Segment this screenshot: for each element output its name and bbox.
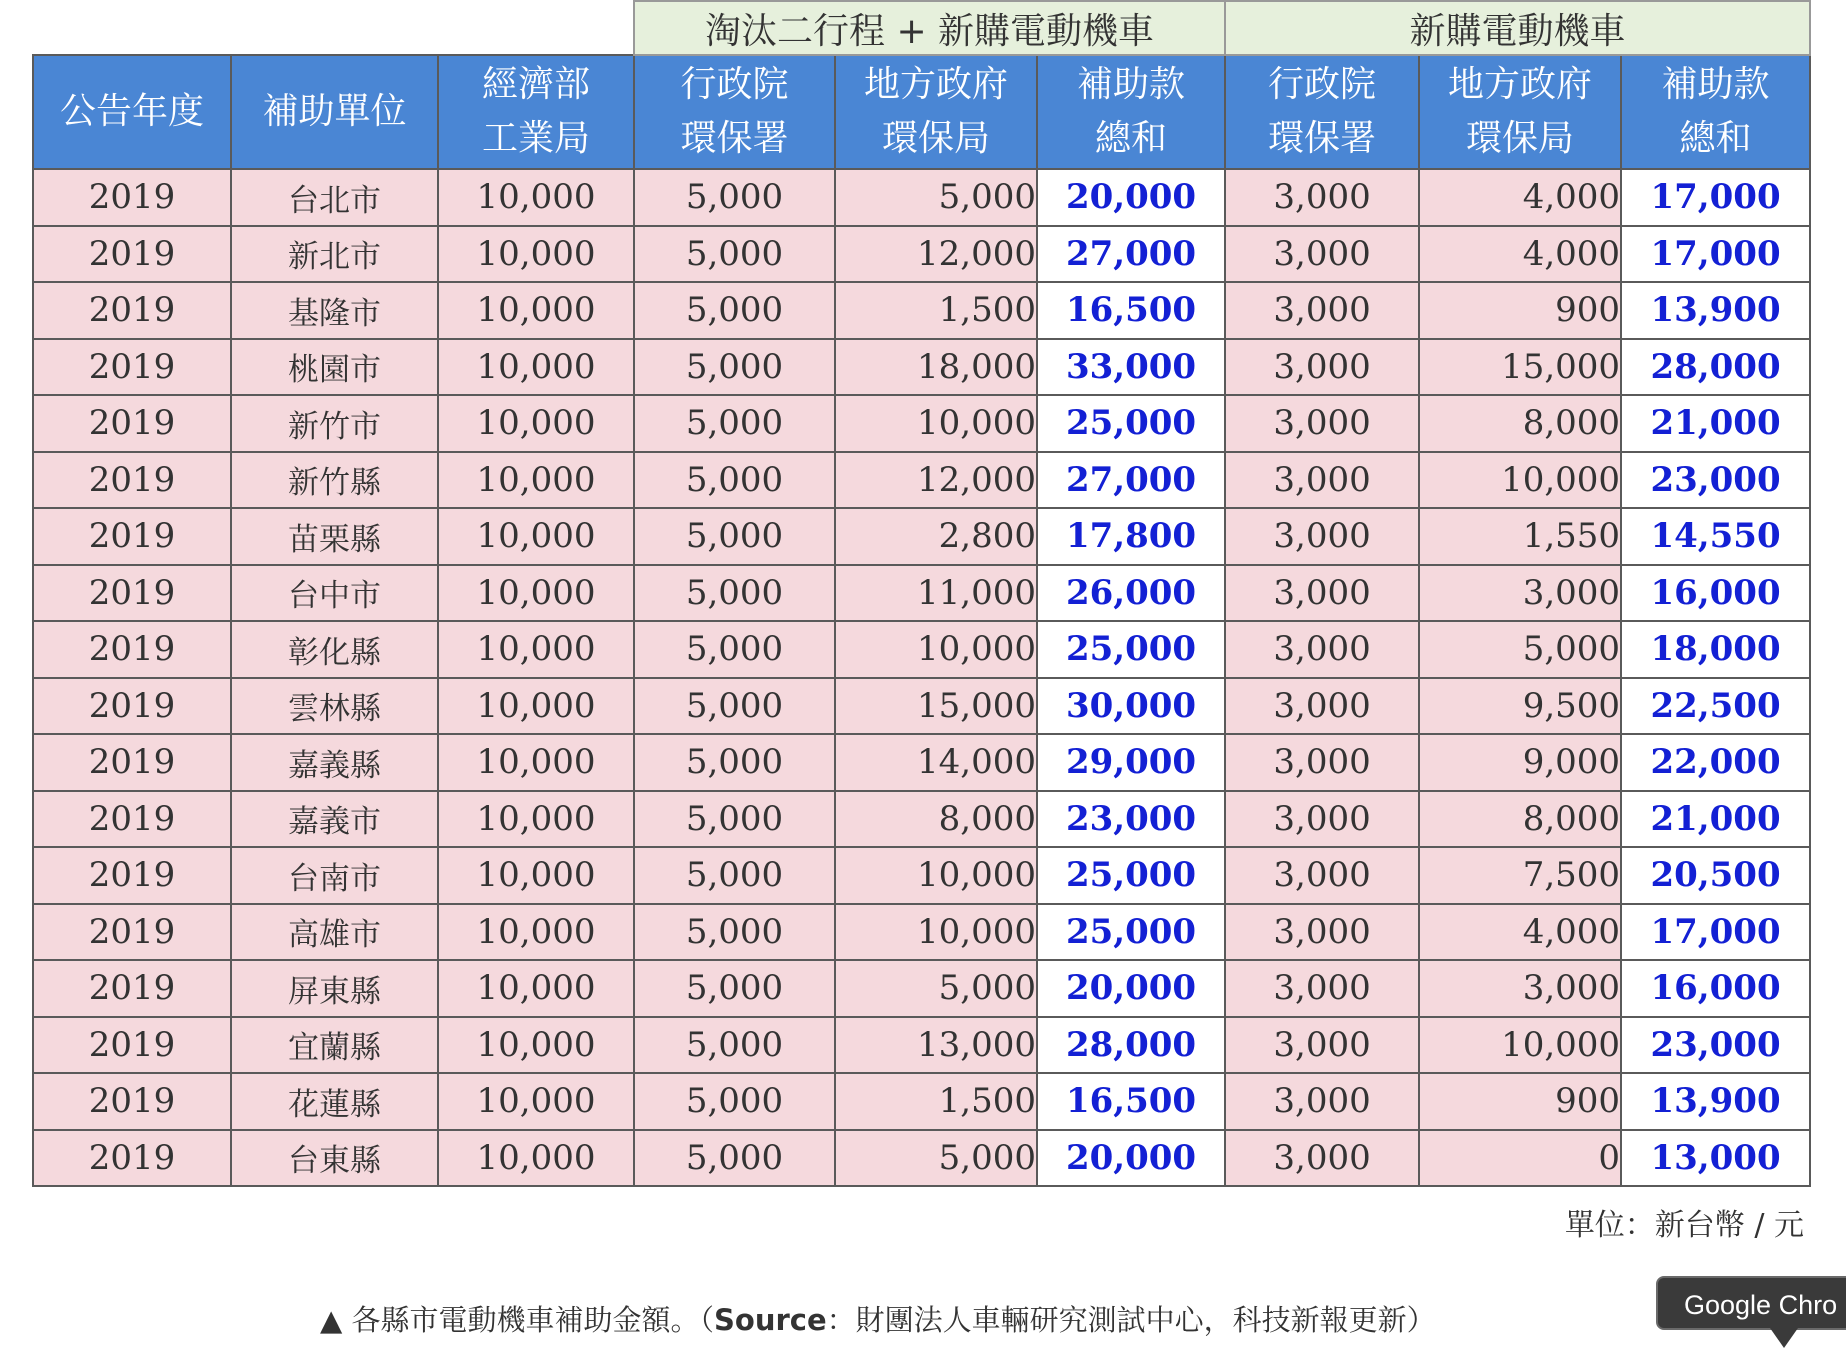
cell-total-b: 22,500 [1621, 678, 1810, 735]
cell-year: 2019 [33, 678, 231, 735]
column-header-moea-line1: 經濟部 [482, 64, 591, 105]
cell-year: 2019 [33, 1073, 231, 1130]
table-row [33, 565, 1810, 622]
unit-note: 單位：新台幣 / 元 [1564, 1208, 1804, 1243]
cell-epa-b: 3,000 [1225, 847, 1419, 904]
cell-unit: 高雄市 [231, 904, 438, 961]
table-row [33, 282, 1810, 339]
cell-year: 2019 [33, 1130, 231, 1187]
cell-local-a: 10,000 [835, 621, 1037, 678]
table-row [33, 1073, 1810, 1130]
cell-epa-a: 5,000 [634, 734, 835, 791]
browser-tooltip: Google Chro [1656, 1276, 1846, 1330]
column-header-local-b-line1: 地方政府 [1448, 64, 1593, 105]
cell-epa-a: 5,000 [634, 1130, 835, 1187]
cell-local-b: 0 [1419, 1130, 1621, 1187]
cell-unit: 嘉義市 [231, 791, 438, 848]
cell-local-a: 1,500 [835, 282, 1037, 339]
cell-epa-b: 3,000 [1225, 734, 1419, 791]
table-row [33, 395, 1810, 452]
column-header-local-a [835, 55, 1037, 169]
column-header-local-a-line2: 環保局 [882, 118, 991, 159]
column-header-local-b [1419, 55, 1621, 169]
cell-local-a: 12,000 [835, 452, 1037, 509]
cell-epa-b: 3,000 [1225, 960, 1419, 1017]
cell-local-b: 4,000 [1419, 904, 1621, 961]
cell-epa-a: 5,000 [634, 339, 835, 396]
cell-moea: 10,000 [438, 1130, 634, 1187]
cell-epa-a: 5,000 [634, 452, 835, 509]
cell-epa-a: 5,000 [634, 621, 835, 678]
cell-total-a: 16,500 [1037, 1073, 1225, 1130]
table-row [33, 904, 1810, 961]
cell-epa-b: 3,000 [1225, 226, 1419, 283]
group-header-scrap-and-new: 淘汰二行程 + 新購電動機車 [634, 1, 1225, 55]
cell-epa-b: 3,000 [1225, 1017, 1419, 1074]
cell-local-b: 15,000 [1419, 339, 1621, 396]
cell-total-b: 18,000 [1621, 621, 1810, 678]
group-header-spacer [33, 1, 634, 55]
caption [320, 1298, 1436, 1339]
table-row [33, 1017, 1810, 1074]
cell-local-b: 10,000 [1419, 1017, 1621, 1074]
column-header-epa-b-line1: 行政院 [1268, 64, 1377, 105]
cell-year: 2019 [33, 904, 231, 961]
cell-year: 2019 [33, 226, 231, 283]
cell-local-b: 3,000 [1419, 960, 1621, 1017]
cell-total-a: 23,000 [1037, 791, 1225, 848]
cell-unit: 台南市 [231, 847, 438, 904]
cell-year: 2019 [33, 395, 231, 452]
cell-moea: 10,000 [438, 169, 634, 226]
table-row [33, 734, 1810, 791]
table-row [33, 791, 1810, 848]
cell-epa-a: 5,000 [634, 395, 835, 452]
subsidy-table [32, 0, 1811, 1187]
column-header-epa-a [634, 55, 835, 169]
cell-epa-a: 5,000 [634, 282, 835, 339]
cell-unit: 桃園市 [231, 339, 438, 396]
column-header-year: 公告年度 [33, 55, 231, 169]
cell-epa-b: 3,000 [1225, 904, 1419, 961]
cell-total-a: 33,000 [1037, 339, 1225, 396]
table-row [33, 452, 1810, 509]
cell-epa-b: 3,000 [1225, 1130, 1419, 1187]
column-header-total-b-line2: 總和 [1679, 118, 1752, 159]
cell-local-a: 13,000 [835, 1017, 1037, 1074]
cell-unit: 新竹縣 [231, 452, 438, 509]
cell-unit: 基隆市 [231, 282, 438, 339]
cell-year: 2019 [33, 791, 231, 848]
cell-unit: 苗栗縣 [231, 508, 438, 565]
cell-total-b: 13,000 [1621, 1130, 1810, 1187]
cell-local-a: 12,000 [835, 226, 1037, 283]
cell-moea: 10,000 [438, 847, 634, 904]
group-header-new-only: 新購電動機車 [1225, 1, 1810, 55]
cell-local-a: 10,000 [835, 395, 1037, 452]
cell-year: 2019 [33, 621, 231, 678]
table-row [33, 960, 1810, 1017]
cell-epa-a: 5,000 [634, 169, 835, 226]
cell-moea: 10,000 [438, 621, 634, 678]
cell-epa-a: 5,000 [634, 904, 835, 961]
cell-epa-b: 3,000 [1225, 282, 1419, 339]
cell-epa-a: 5,000 [634, 847, 835, 904]
cell-moea: 10,000 [438, 678, 634, 735]
cell-year: 2019 [33, 508, 231, 565]
cell-total-a: 25,000 [1037, 395, 1225, 452]
cell-unit: 台中市 [231, 565, 438, 622]
cell-epa-b: 3,000 [1225, 508, 1419, 565]
table-row [33, 847, 1810, 904]
cell-total-b: 21,000 [1621, 395, 1810, 452]
cell-moea: 10,000 [438, 904, 634, 961]
cell-total-b: 13,900 [1621, 1073, 1810, 1130]
cell-total-a: 25,000 [1037, 621, 1225, 678]
cell-local-b: 4,000 [1419, 226, 1621, 283]
table-row [33, 339, 1810, 396]
cell-total-a: 30,000 [1037, 678, 1225, 735]
cell-total-a: 20,000 [1037, 1130, 1225, 1187]
cell-total-a: 20,000 [1037, 960, 1225, 1017]
cell-local-a: 5,000 [835, 960, 1037, 1017]
cell-local-b: 900 [1419, 1073, 1621, 1130]
cell-moea: 10,000 [438, 565, 634, 622]
cell-unit: 宜蘭縣 [231, 1017, 438, 1074]
group-header-row [33, 1, 1810, 55]
cell-epa-a: 5,000 [634, 1017, 835, 1074]
column-header-local-a-line1: 地方政府 [864, 64, 1009, 105]
table-row [33, 508, 1810, 565]
column-header-moea-line2: 工業局 [482, 118, 591, 159]
cell-total-b: 20,500 [1621, 847, 1810, 904]
cell-unit: 屏東縣 [231, 960, 438, 1017]
cell-moea: 10,000 [438, 339, 634, 396]
cell-local-a: 2,800 [835, 508, 1037, 565]
cell-epa-b: 3,000 [1225, 452, 1419, 509]
cell-moea: 10,000 [438, 508, 634, 565]
cell-epa-b: 3,000 [1225, 339, 1419, 396]
cell-epa-a: 5,000 [634, 226, 835, 283]
cell-local-b: 10,000 [1419, 452, 1621, 509]
cell-total-b: 14,550 [1621, 508, 1810, 565]
cell-epa-b: 3,000 [1225, 565, 1419, 622]
cell-local-a: 8,000 [835, 791, 1037, 848]
cell-local-b: 5,000 [1419, 621, 1621, 678]
table-row [33, 621, 1810, 678]
cell-epa-b: 3,000 [1225, 395, 1419, 452]
cell-moea: 10,000 [438, 395, 634, 452]
cell-year: 2019 [33, 339, 231, 396]
tooltip-arrow [1770, 1328, 1798, 1348]
cell-total-a: 28,000 [1037, 1017, 1225, 1074]
caption-source-label: Source [714, 1303, 827, 1337]
cell-total-a: 25,000 [1037, 847, 1225, 904]
cell-year: 2019 [33, 452, 231, 509]
cell-moea: 10,000 [438, 1017, 634, 1074]
column-header-local-b-line2: 環保局 [1466, 118, 1575, 159]
cell-epa-a: 5,000 [634, 960, 835, 1017]
cell-unit: 新竹市 [231, 395, 438, 452]
cell-moea: 10,000 [438, 282, 634, 339]
cell-local-b: 8,000 [1419, 395, 1621, 452]
column-header-total-a-line1: 補助款 [1077, 64, 1186, 105]
table-row [33, 226, 1810, 283]
cell-year: 2019 [33, 1017, 231, 1074]
cell-unit: 新北市 [231, 226, 438, 283]
cell-total-a: 26,000 [1037, 565, 1225, 622]
column-header-epa-a-line2: 環保署 [680, 118, 789, 159]
cell-local-b: 4,000 [1419, 169, 1621, 226]
cell-epa-a: 5,000 [634, 791, 835, 848]
cell-epa-a: 5,000 [634, 678, 835, 735]
column-header-epa-b [1225, 55, 1419, 169]
cell-total-b: 23,000 [1621, 1017, 1810, 1074]
cell-total-a: 25,000 [1037, 904, 1225, 961]
cell-epa-a: 5,000 [634, 565, 835, 622]
cell-local-b: 3,000 [1419, 565, 1621, 622]
column-header-moea [438, 55, 634, 169]
cell-local-a: 5,000 [835, 169, 1037, 226]
cell-local-a: 15,000 [835, 678, 1037, 735]
cell-local-a: 5,000 [835, 1130, 1037, 1187]
column-header-total-a-line2: 總和 [1095, 118, 1168, 159]
table-body [33, 169, 1810, 1186]
cell-moea: 10,000 [438, 452, 634, 509]
cell-moea: 10,000 [438, 226, 634, 283]
cell-local-a: 1,500 [835, 1073, 1037, 1130]
cell-total-b: 13,900 [1621, 282, 1810, 339]
cell-year: 2019 [33, 565, 231, 622]
cell-year: 2019 [33, 169, 231, 226]
cell-total-b: 22,000 [1621, 734, 1810, 791]
cell-year: 2019 [33, 282, 231, 339]
column-header-row [33, 55, 1810, 169]
cell-local-a: 10,000 [835, 904, 1037, 961]
cell-local-b: 9,500 [1419, 678, 1621, 735]
cell-total-b: 17,000 [1621, 169, 1810, 226]
cell-unit: 彰化縣 [231, 621, 438, 678]
table-row [33, 169, 1810, 226]
cell-epa-b: 3,000 [1225, 1073, 1419, 1130]
cell-total-b: 16,000 [1621, 565, 1810, 622]
cell-total-b: 16,000 [1621, 960, 1810, 1017]
cell-total-b: 23,000 [1621, 452, 1810, 509]
column-header-total-b-line1: 補助款 [1661, 64, 1770, 105]
table-row [33, 1130, 1810, 1187]
caption-suffix: ：財團法人車輛研究測試中心，科技新報更新） [826, 1303, 1436, 1337]
cell-local-b: 900 [1419, 282, 1621, 339]
cell-unit: 台東縣 [231, 1130, 438, 1187]
cell-local-b: 1,550 [1419, 508, 1621, 565]
cell-unit: 花蓮縣 [231, 1073, 438, 1130]
cell-unit: 台北市 [231, 169, 438, 226]
cell-local-b: 8,000 [1419, 791, 1621, 848]
cell-year: 2019 [33, 734, 231, 791]
cell-epa-a: 5,000 [634, 1073, 835, 1130]
cell-local-a: 14,000 [835, 734, 1037, 791]
cell-total-a: 17,800 [1037, 508, 1225, 565]
cell-moea: 10,000 [438, 1073, 634, 1130]
cell-year: 2019 [33, 960, 231, 1017]
table-row [33, 678, 1810, 735]
cell-total-a: 16,500 [1037, 282, 1225, 339]
cell-local-a: 11,000 [835, 565, 1037, 622]
cell-local-a: 18,000 [835, 339, 1037, 396]
cell-total-b: 28,000 [1621, 339, 1810, 396]
cell-local-a: 10,000 [835, 847, 1037, 904]
column-header-unit: 補助單位 [231, 55, 438, 169]
cell-moea: 10,000 [438, 734, 634, 791]
cell-unit: 嘉義縣 [231, 734, 438, 791]
caption-prefix: ▲ 各縣市電動機車補助金額。（ [320, 1303, 715, 1337]
cell-total-b: 17,000 [1621, 904, 1810, 961]
cell-total-a: 29,000 [1037, 734, 1225, 791]
cell-total-b: 17,000 [1621, 226, 1810, 283]
cell-total-a: 20,000 [1037, 169, 1225, 226]
column-header-epa-a-line1: 行政院 [680, 64, 789, 105]
cell-total-a: 27,000 [1037, 226, 1225, 283]
cell-moea: 10,000 [438, 960, 634, 1017]
cell-epa-b: 3,000 [1225, 678, 1419, 735]
cell-moea: 10,000 [438, 791, 634, 848]
cell-local-b: 7,500 [1419, 847, 1621, 904]
cell-total-b: 21,000 [1621, 791, 1810, 848]
cell-unit: 雲林縣 [231, 678, 438, 735]
column-header-epa-b-line2: 環保署 [1268, 118, 1377, 159]
cell-epa-b: 3,000 [1225, 621, 1419, 678]
column-header-total-a [1037, 55, 1225, 169]
cell-total-a: 27,000 [1037, 452, 1225, 509]
column-header-total-b [1621, 55, 1810, 169]
cell-epa-b: 3,000 [1225, 169, 1419, 226]
cell-epa-a: 5,000 [634, 508, 835, 565]
cell-local-b: 9,000 [1419, 734, 1621, 791]
cell-year: 2019 [33, 847, 231, 904]
cell-epa-b: 3,000 [1225, 791, 1419, 848]
